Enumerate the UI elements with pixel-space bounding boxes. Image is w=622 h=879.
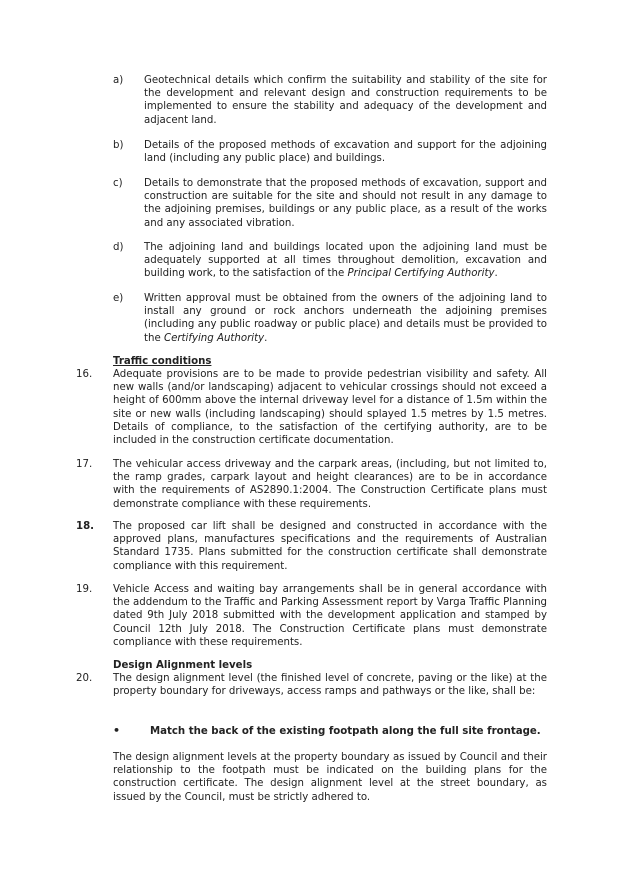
condition-number: 16. — [76, 369, 93, 380]
condition-text: The design alignment level (the finished level of concrete, paving or the like) at the property boundary for driveways, access ramps and pathways or the like, shall be: — [113, 673, 547, 698]
item-label: b) — [113, 140, 124, 151]
item-label: e) — [113, 293, 124, 304]
condition-text: Adequate provisions are to be made to provide pedestrian visibility and safety. All new walls (and/or landscaping) adjacent to vehicular crossings should not exceed a height of 600mm above the internal driveway level for a distance of 1.5m within the site or new walls (including landscaping) should splayed 1.5 metres by 1.5 metres. Details of compliance, to the satisfaction of the certifying authority, are to be included in the construction certificate documentation. — [113, 369, 547, 447]
item-label: d) — [113, 242, 124, 253]
item-label: a) — [113, 75, 124, 86]
item-label: c) — [113, 178, 123, 189]
condition-text: The proposed car lift shall be designed and constructed in accordance with the approved plans, manufactures specifications and the requirements of Australian Standard 1735. Plans submitted for the construction certificate shall demonstrate compliance with this requirement. — [113, 521, 547, 572]
item-text: Details to demonstrate that the proposed methods of excavation, support and construction are suitable for the site and should not result in any damage to the adjoining premises, buildings or any public place, as a result of the works and any associated vibration. — [144, 178, 547, 229]
item-text: The adjoining land and buildings located upon the adjoining land must be adequately supported at all times throughout demolition, excavation and building work, to the satisfaction of the Principal Certifying Authority. — [144, 242, 547, 280]
condition-number: 18. — [76, 521, 95, 532]
condition-number: 20. — [76, 673, 93, 684]
condition-text: Vehicle Access and waiting bay arrangements shall be in general accordance with the addendum to the Traffic and Parking Assessment report by Varga Traffic Planning dated 9th July 2018 submitted with the development application and stamped by Council 12th July 2018. The Construction Certificate plans must demonstrate compliance with these requirements. — [113, 584, 547, 648]
item-text: Written approval must be obtained from the owners of the adjoining land to install any ground or rock anchors underneath the adjoining premises (including any public roadway or public place) and details must be provided to the Certifying Authority. — [144, 293, 547, 344]
condition-number: 19. — [76, 584, 93, 595]
item-text: Geotechnical details which confirm the suitability and stability of the site for the development and relevant design and construction requirements to be implemented to ensure the stability and adequacy of the development and adjacent land. — [144, 75, 547, 126]
condition-number: 17. — [76, 459, 93, 470]
item-italic: Principal Certifying Authority — [347, 268, 495, 280]
item-text: Details of the proposed methods of excavation and support for the adjoining land (including any public place) and buildings. — [144, 140, 547, 165]
bullet-text: Match the back of the existing footpath along the full site frontage. — [150, 726, 541, 737]
bullet-icon: • — [113, 724, 121, 737]
section-heading-design: Design Alignment levels — [113, 660, 253, 671]
section-heading-traffic: Traffic conditions — [113, 356, 212, 367]
condition-text: The vehicular access driveway and the carpark areas, (including, but not limited to, the ramp grades, carpark layout and height clearances) are to be in accordance with the requirements of AS2890.1:2004. The Construction Certificate plans must demonstrate compliance with these requirements. — [113, 459, 547, 510]
item-italic: Certifying Authority — [163, 332, 265, 344]
condition-text-after: The design alignment levels at the property boundary as issued by Council and their relationship to the footpath must be indicated on the building plans for the construction certificate. The design alignment level at the street boundary, as issued by the Council, must be strictly adhered to. — [113, 752, 547, 803]
